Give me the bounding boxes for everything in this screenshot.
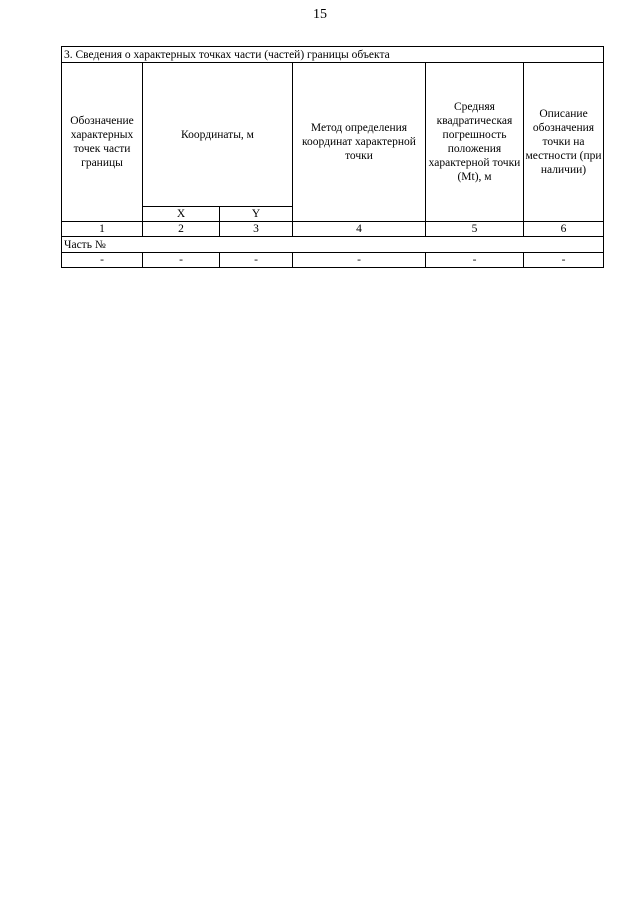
column-number: 3 [220, 222, 293, 237]
header-designation: Обозначение характерных точек части границы [62, 63, 143, 222]
table-cell: - [143, 253, 220, 268]
header-coordinates: Координаты, м [143, 63, 293, 207]
column-number: 4 [293, 222, 426, 237]
table-row [62, 253, 604, 268]
column-number: 5 [426, 222, 524, 237]
header-description: Описание обозначения точки на местности (при наличии) [524, 63, 604, 222]
table-cell: - [524, 253, 604, 268]
table-cell: - [62, 253, 143, 268]
part-label: Часть № [62, 237, 604, 253]
part-row [62, 237, 604, 253]
header-x: X [143, 207, 220, 222]
column-number: 1 [62, 222, 143, 237]
column-number: 6 [524, 222, 604, 237]
header-method: Метод определения координат характерной точки [293, 63, 426, 222]
table-title: 3. Сведения о характерных точках части (частей) границы объекта [62, 47, 604, 63]
boundary-points-table [61, 46, 604, 268]
table-title-row [62, 47, 604, 63]
table-cell: - [293, 253, 426, 268]
table-cell: - [426, 253, 524, 268]
page-number: 15 [313, 7, 327, 22]
column-numbers-row [62, 222, 604, 237]
header-error: Средняя квадратическая погрешность положения характерной точки (Mt), м [426, 63, 524, 222]
header-row [62, 63, 604, 207]
header-y: Y [220, 207, 293, 222]
column-number: 2 [143, 222, 220, 237]
table-cell: - [220, 253, 293, 268]
